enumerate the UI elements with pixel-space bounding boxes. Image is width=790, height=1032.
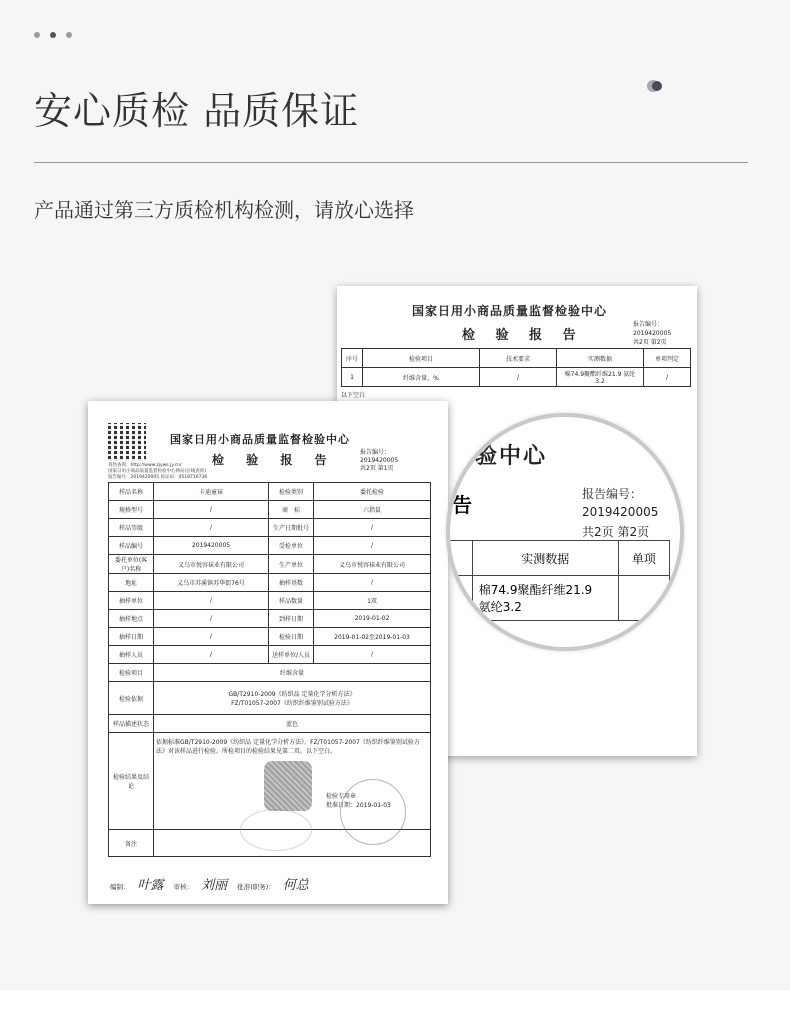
divider (34, 162, 748, 163)
table-row: 样品描述状态 蓝色 (109, 715, 431, 733)
page-subtitle: 产品通过第三方质检机构检测，请放心选择 (34, 198, 414, 222)
lens-report-no-label: 报告编号： (582, 487, 643, 501)
table-row: 抽样地点 / 到样日期 2019-01-02 (109, 610, 431, 628)
magnifier-lens: 验中心 告 报告编号： 2019420005 共2页 第2页 实测数据 单项 棉74.9聚酯纤维21.9 氨纶3.2 (446, 413, 684, 651)
table-row: 样品名称 卡迪童袜 检验类别 委托检验 (109, 483, 431, 501)
table-row: 抽样人员 / 送样单位/人员 / (109, 646, 431, 664)
results-table (341, 348, 691, 387)
table-row: 样品编号 2019420005 受检单位 / (109, 537, 431, 555)
table-row: 委托单位(客户)名称 义乌市悦容袜业有限公司 生产单位 义乌市悦容袜业有限公司 (109, 555, 431, 574)
page-title: 安心质检 品质保证 (34, 89, 360, 133)
table-row: 检验结果及结论 依据标准GB/T2910-2009《纺织品 定量化学分析方法》、FZ/T01057-2007《纺织纤维鉴别试验方法》对该样品进行检验。所检项目的检验结果见第二页。以下空白。 检验专用章 批准日期：2019-01-03 (109, 733, 431, 830)
table-row: 检验依据 GB/T2910-2009《纺织品 定量化学分析方法》 FZ/T01057-2007《纺织纤维鉴别试验方法》 (109, 682, 431, 715)
table-row: 样品等级 / 生产日期批号 / (109, 519, 431, 537)
qr-text: 真伪查询：http://www.zjyws.jy.cn/ 国家日用小商品质量监督检验中心网站(在线查询) 报告编号：2019420005 验证码：4518716736 (108, 463, 208, 480)
toggle-icon (647, 80, 663, 92)
table-row: 规格型号 / 商 标 六指鼠 (109, 501, 431, 519)
report-page-1 (88, 401, 448, 904)
report-title: 检 验 报 告 (462, 328, 584, 343)
report-meta: 报告编号： 2019420005 共2页 第2页 (633, 321, 672, 346)
inspection-seal (340, 779, 406, 845)
lens-table: 实测数据 单项 棉74.9聚酯纤维21.9 氨纶3.2 (446, 540, 670, 621)
seal-stamp (240, 809, 312, 851)
sample-swatch (264, 761, 312, 811)
blank-note: 以下空白 (341, 392, 366, 399)
lens-pages: 共2页 第2页 (582, 525, 650, 539)
report-meta: 报告编号： 2019420005 共2页 第1页 (360, 449, 399, 472)
report-title: 检 验 报 告 (212, 453, 336, 467)
table-row: 抽样日期 / 检验日期 2019-01-02至2019-01-03 (109, 628, 431, 646)
table-row: 地址 义乌市苏溪镇苏华街76号 抽样基数 / (109, 574, 431, 592)
lens-report-no: 2019420005 (582, 505, 659, 519)
table-row: 抽样单位 / 样品数量 1双 (109, 592, 431, 610)
report-org: 国家日用小商品质量监督检验中心 (412, 304, 608, 318)
table-header-row: 序号 检验项目 技术要求 实测数据 单项判定 (342, 349, 691, 368)
table-row: 检验项目 纤维含量 (109, 664, 431, 682)
report-org: 国家日用小商品质量监督检验中心 (170, 433, 350, 446)
more-dots-icon[interactable] (34, 32, 72, 38)
lens-org: 验中心 (475, 444, 548, 469)
signatures: 编制： 叶露 审核： 刘丽 批准(职务)： 何总 (110, 878, 309, 893)
table-row: 备注 (109, 830, 431, 857)
table-row: 1 纤维含量，% / 棉74.9聚酯纤维21.9 氨纶3.2 / (342, 368, 691, 387)
